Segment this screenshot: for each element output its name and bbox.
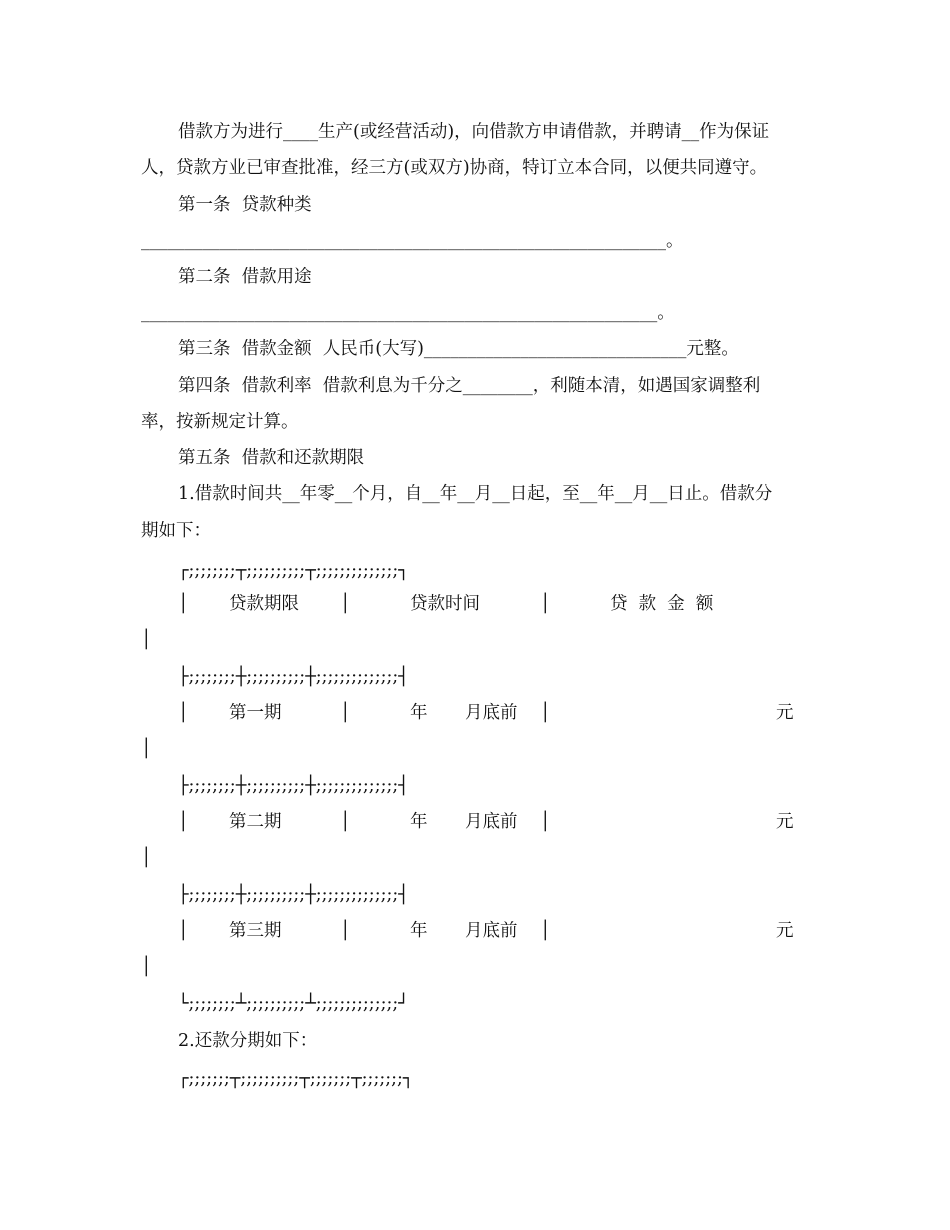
table-row-bar: │ xyxy=(178,921,189,941)
table-row-year: 年 xyxy=(410,921,428,941)
table-row-year: 年 xyxy=(410,812,428,832)
table-row-month: 月底前 xyxy=(465,703,518,723)
table-1-separator-1: ├;;;;;;;;┼;;;;;;;;;;┼;;;;;;;;;;;;;;┤ xyxy=(178,667,409,687)
article-2-title: 第二条 借款用途 xyxy=(178,267,312,287)
table-1-bottom-border: └;;;;;;;;┴;;;;;;;;;;┴;;;;;;;;;;;;;;┘ xyxy=(178,994,409,1014)
intro-line-2: 人，贷款方业已审查批准，经三方(或双方)协商，特订立本合同，以便共同遵守。 xyxy=(141,158,768,178)
table-row-bar-wrap: │ xyxy=(141,957,152,977)
article-4-line-2: 率，按新规定计算。 xyxy=(141,412,299,432)
table-row-bar: │ xyxy=(178,703,189,723)
table-row-bar: │ xyxy=(340,812,351,832)
article-2-blank: ___________________________________________________________。 xyxy=(141,303,675,323)
article-5-item-2: 2.还款分期如下： xyxy=(178,1031,318,1051)
table-2-top-border: ┌;;;;;;;┬;;;;;;;;;;┬;;;;;;;┬;;;;;;;┐ xyxy=(178,1069,414,1089)
table-row-bar: │ xyxy=(340,703,351,723)
article-3-text: 第三条 借款金额 人民币(大写)______________________________元整。 xyxy=(178,339,739,359)
table-row-bar: │ xyxy=(540,921,551,941)
table-row-bar-wrap: │ xyxy=(141,848,152,868)
table-1-header-col-period: 贷款期限 xyxy=(229,594,299,614)
table-1-top-border: ┌;;;;;;;;┬;;;;;;;;;;┬;;;;;;;;;;;;;;┐ xyxy=(178,561,409,581)
table-1-header-col-time: 贷款时间 xyxy=(410,594,480,614)
article-5-item-1-line-1: 1.借款时间共__年零__个月，自__年__月__日起，至__年__月__日止。借款分 xyxy=(178,484,773,504)
table-row-unit: 元 xyxy=(776,703,794,723)
table-row-year: 年 xyxy=(410,703,428,723)
table-row-period: 第二期 xyxy=(229,812,282,832)
table-1-header-bar-2: │ xyxy=(340,594,351,614)
table-1-separator-3: ├;;;;;;;;┼;;;;;;;;;;┼;;;;;;;;;;;;;;┤ xyxy=(178,885,409,905)
table-row-unit: 元 xyxy=(776,921,794,941)
article-1-blank: ____________________________________________________________。 xyxy=(141,231,684,251)
article-1-title: 第一条 贷款种类 xyxy=(178,195,312,215)
table-row-month: 月底前 xyxy=(465,921,518,941)
table-row-bar: │ xyxy=(178,812,189,832)
table-row-bar: │ xyxy=(540,703,551,723)
article-4-line-1: 第四条 借款利率 借款利息为千分之________，利随本清，如遇国家调整利 xyxy=(178,376,761,396)
article-5-title: 第五条 借款和还款期限 xyxy=(178,448,365,468)
intro-line-1: 借款方为进行____生产(或经营活动)，向借款方申请借款，并聘请__作为保证 xyxy=(178,122,770,142)
table-row-bar-wrap: │ xyxy=(141,739,152,759)
table-row-bar: │ xyxy=(340,921,351,941)
table-row-bar: │ xyxy=(540,812,551,832)
article-5-item-1-line-2: 期如下： xyxy=(141,521,211,541)
table-row-period: 第一期 xyxy=(229,703,282,723)
table-row-month: 月底前 xyxy=(465,812,518,832)
table-1-header-bar-1: │ xyxy=(178,594,189,614)
table-row-unit: 元 xyxy=(776,812,794,832)
table-1-header-bar-wrap: │ xyxy=(141,630,152,650)
table-row-period: 第三期 xyxy=(229,921,282,941)
table-1-separator-2: ├;;;;;;;;┼;;;;;;;;;;┼;;;;;;;;;;;;;;┤ xyxy=(178,776,409,796)
table-1-header-bar-3: │ xyxy=(540,594,551,614)
table-1-header-col-amount: 贷 款 金 额 xyxy=(610,594,714,614)
